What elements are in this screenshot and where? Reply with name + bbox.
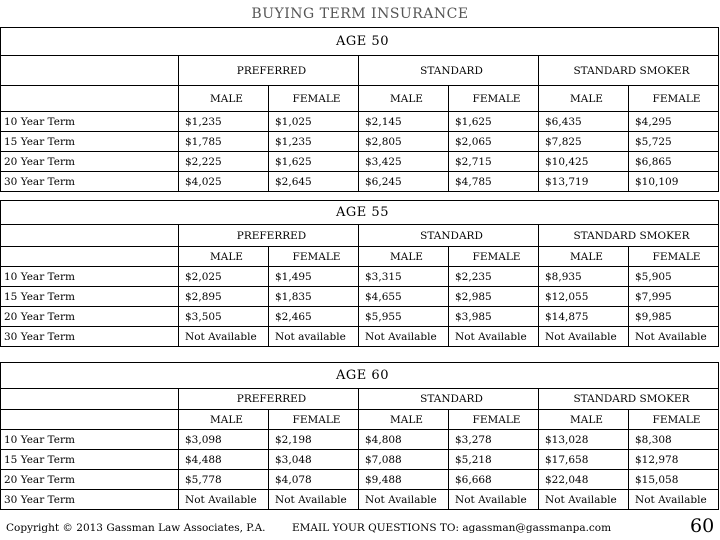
row-label: 20 Year Term	[1, 470, 179, 490]
row-label: 30 Year Term	[1, 490, 179, 510]
contact-email: EMAIL YOUR QUESTIONS TO: agassman@gassmanpa.com	[292, 522, 612, 534]
row-label: 30 Year Term	[1, 172, 179, 192]
rate-cell: $3,048	[269, 450, 359, 470]
rate-cell: $12,978	[629, 450, 719, 470]
rate-cell: $2,025	[179, 267, 269, 287]
rate-cell: $4,488	[179, 450, 269, 470]
rate-cell: $2,145	[359, 112, 449, 132]
row-label: 15 Year Term	[1, 287, 179, 307]
subheader-male: MALE	[539, 247, 629, 267]
rate-cell: $8,308	[629, 430, 719, 450]
rate-cell: $1,235	[269, 132, 359, 152]
rate-cell: $4,025	[179, 172, 269, 192]
rate-cell: $5,218	[449, 450, 539, 470]
rate-cell: $3,425	[359, 152, 449, 172]
rate-cell: $6,865	[629, 152, 719, 172]
rate-cell: $3,278	[449, 430, 539, 450]
rate-cell: $1,625	[269, 152, 359, 172]
subheader-male: MALE	[359, 86, 449, 112]
subheader-female: FEMALE	[449, 86, 539, 112]
table-row	[1, 172, 719, 192]
row-label: 10 Year Term	[1, 112, 179, 132]
rate-cell: Not Available	[539, 490, 629, 510]
rate-cell: Not Available	[359, 327, 449, 347]
rate-cell: $4,295	[629, 112, 719, 132]
rate-cell: $13,719	[539, 172, 629, 192]
rate-cell: $8,935	[539, 267, 629, 287]
rate-cell: $1,785	[179, 132, 269, 152]
subheader-female: FEMALE	[269, 410, 359, 430]
rate-cell: $14,875	[539, 307, 629, 327]
row-label: 15 Year Term	[1, 450, 179, 470]
rate-cell: Not Available	[449, 490, 539, 510]
rate-cell: Not Available	[269, 490, 359, 510]
subheader-male: MALE	[179, 86, 269, 112]
rate-cell: $5,905	[629, 267, 719, 287]
table-row	[1, 450, 719, 470]
copyright-notice: Copyright © 2013 Gassman Law Associates, P.A.	[6, 522, 266, 534]
rate-cell: $4,808	[359, 430, 449, 450]
rate-cell: $10,109	[629, 172, 719, 192]
empty-corner-cell	[1, 410, 179, 430]
table-row	[1, 132, 719, 152]
rate-cell: $6,435	[539, 112, 629, 132]
rate-cell: $1,495	[269, 267, 359, 287]
group-header-standard: STANDARD	[359, 56, 539, 86]
table-row	[1, 152, 719, 172]
age-heading: AGE 50	[1, 28, 719, 56]
row-label: 30 Year Term	[1, 327, 179, 347]
subheader-male: MALE	[359, 247, 449, 267]
subheader-male: MALE	[359, 410, 449, 430]
table-row	[1, 112, 719, 132]
rate-cell: $3,985	[449, 307, 539, 327]
rate-cell: $15,058	[629, 470, 719, 490]
table-row	[1, 490, 719, 510]
subheader-male: MALE	[179, 410, 269, 430]
rate-cell: $2,985	[449, 287, 539, 307]
footer	[0, 515, 720, 538]
row-label: 10 Year Term	[1, 430, 179, 450]
rate-cell: $5,955	[359, 307, 449, 327]
rate-cell: $2,225	[179, 152, 269, 172]
subheader-female: FEMALE	[629, 247, 719, 267]
rate-cell: $4,078	[269, 470, 359, 490]
subheader-female: FEMALE	[449, 247, 539, 267]
rate-cell: Not Available	[449, 327, 539, 347]
rate-table-age-55	[0, 200, 719, 347]
rate-cell: $12,055	[539, 287, 629, 307]
rate-cell: $2,235	[449, 267, 539, 287]
subheader-female: FEMALE	[629, 86, 719, 112]
rate-cell: Not Available	[629, 490, 719, 510]
rate-cell: $3,505	[179, 307, 269, 327]
rate-cell: $6,668	[449, 470, 539, 490]
table-row	[1, 307, 719, 327]
rate-cell: $1,235	[179, 112, 269, 132]
group-header-preferred: PREFERRED	[179, 389, 359, 410]
page-number: 60	[690, 515, 715, 537]
rate-cell: $4,655	[359, 287, 449, 307]
group-header-preferred: PREFERRED	[179, 225, 359, 247]
rate-cell: $3,315	[359, 267, 449, 287]
rate-cell: $10,425	[539, 152, 629, 172]
subheader-male: MALE	[179, 247, 269, 267]
rate-table-age-50	[0, 27, 719, 192]
rate-cell: $1,625	[449, 112, 539, 132]
row-label: 15 Year Term	[1, 132, 179, 152]
rate-cell: $7,995	[629, 287, 719, 307]
rate-cell: $4,785	[449, 172, 539, 192]
rate-cell: Not Available	[629, 327, 719, 347]
rate-cell: $5,778	[179, 470, 269, 490]
rate-cell: $9,488	[359, 470, 449, 490]
rate-cell: $2,465	[269, 307, 359, 327]
subheader-female: FEMALE	[449, 410, 539, 430]
rate-cell: $22,048	[539, 470, 629, 490]
empty-corner-cell	[1, 389, 179, 410]
group-header-standard-smoker: STANDARD SMOKER	[539, 225, 719, 247]
rate-cell: Not Available	[359, 490, 449, 510]
subheader-female: FEMALE	[269, 86, 359, 112]
table-row	[1, 267, 719, 287]
subheader-female: FEMALE	[629, 410, 719, 430]
row-label: 10 Year Term	[1, 267, 179, 287]
rate-table-age-60	[0, 362, 719, 510]
rate-cell: $7,825	[539, 132, 629, 152]
table-row	[1, 327, 719, 347]
group-header-standard-smoker: STANDARD SMOKER	[539, 389, 719, 410]
group-header-standard: STANDARD	[359, 225, 539, 247]
page-title: BUYING TERM INSURANCE	[251, 6, 469, 22]
row-label: 20 Year Term	[1, 152, 179, 172]
rate-cell: $17,658	[539, 450, 629, 470]
table-row	[1, 470, 719, 490]
rate-cell: $7,088	[359, 450, 449, 470]
age-heading: AGE 60	[1, 363, 719, 389]
rate-cell: $9,985	[629, 307, 719, 327]
table-row	[1, 287, 719, 307]
rate-cell: $3,098	[179, 430, 269, 450]
rate-cell: Not available	[269, 327, 359, 347]
rate-cell: $2,805	[359, 132, 449, 152]
group-header-standard-smoker: STANDARD SMOKER	[539, 56, 719, 86]
rate-cell: $2,198	[269, 430, 359, 450]
subheader-male: MALE	[539, 410, 629, 430]
rate-cell: $13,028	[539, 430, 629, 450]
rate-cell: Not Available	[179, 327, 269, 347]
rate-cell: $6,245	[359, 172, 449, 192]
rate-cell: $5,725	[629, 132, 719, 152]
rate-cell: $2,715	[449, 152, 539, 172]
group-header-preferred: PREFERRED	[179, 56, 359, 86]
empty-corner-cell	[1, 56, 179, 86]
rate-cell: Not Available	[539, 327, 629, 347]
rate-cell: $1,835	[269, 287, 359, 307]
group-header-standard: STANDARD	[359, 389, 539, 410]
rate-cell: Not Available	[179, 490, 269, 510]
age-heading: AGE 55	[1, 201, 719, 225]
table-row	[1, 430, 719, 450]
rate-cell: $1,025	[269, 112, 359, 132]
rate-cell: $2,645	[269, 172, 359, 192]
empty-corner-cell	[1, 247, 179, 267]
rate-cell: $2,895	[179, 287, 269, 307]
empty-corner-cell	[1, 225, 179, 247]
row-label: 20 Year Term	[1, 307, 179, 327]
rate-cell: $2,065	[449, 132, 539, 152]
subheader-female: FEMALE	[269, 247, 359, 267]
empty-corner-cell	[1, 86, 179, 112]
subheader-male: MALE	[539, 86, 629, 112]
